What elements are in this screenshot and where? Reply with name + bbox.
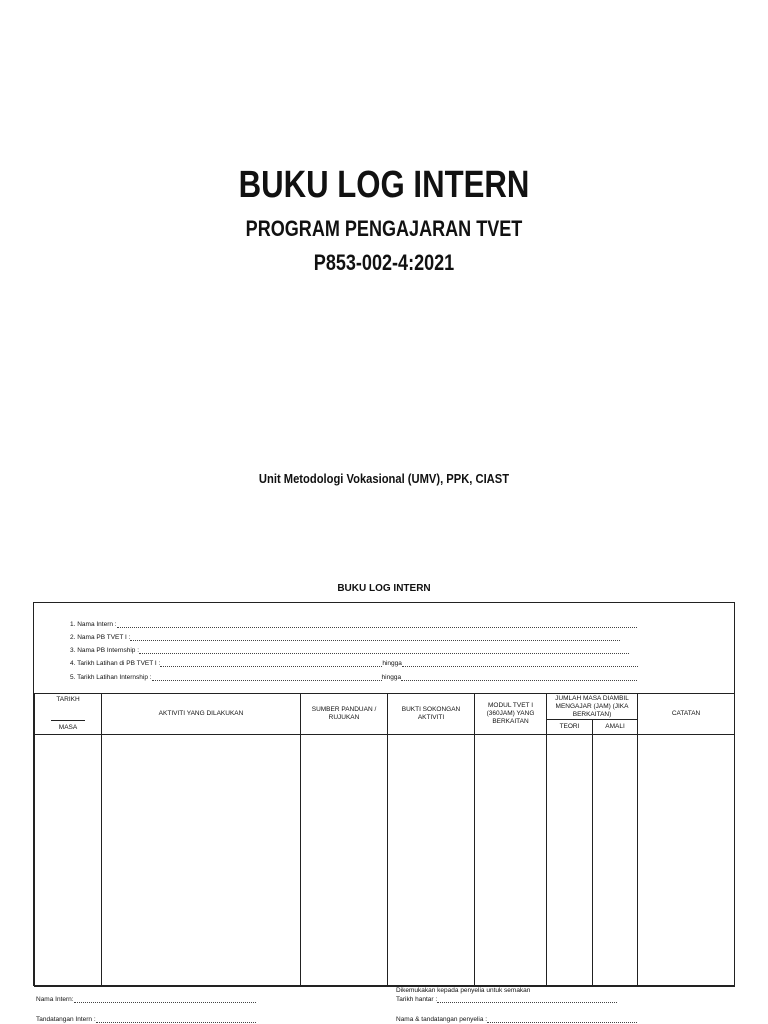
info-label: 2. Nama PB TVET I : [70,634,131,641]
info-field-tarikh-tvet [70,660,638,667]
cell-sumber[interactable] [301,735,388,987]
cell-bukti[interactable] [388,735,475,987]
info-field-pb-tvet [70,634,620,641]
log-table [34,693,735,987]
header-catatan: CATATAN [638,694,735,735]
header-masa: MASA [58,724,78,731]
info-label: 5. Tarikh Latihan Internship : [70,674,152,681]
info-label: 1. Nama Intern : [70,621,117,628]
header-amali: AMALI [593,720,638,735]
footer-tandatangan-intern [36,1016,256,1023]
input-line[interactable] [117,621,637,628]
cell-modul[interactable] [475,735,547,987]
footer-label: Nama & tandatangan penyelia : [396,1016,488,1023]
footer-note: Dikemukakan kepada penyelia untuk semakan [396,987,531,994]
table-row [35,735,735,987]
header-modul: MODUL TVET I (360JAM) YANG BERKAITAN [475,694,547,735]
info-hingga: hingga [382,660,402,667]
cell-tarikh[interactable] [35,735,102,987]
footer-label: Tarikh hantar : [396,996,438,1003]
cover-title: BUKU LOG INTERN [238,164,530,206]
footer-label: Tandatangan Intern : [36,1016,96,1023]
header-teori: TEORI [547,720,593,735]
footer-tarikh-hantar [396,996,617,1003]
header-sumber: SUMBER PANDUAN / RUJUKAN [301,694,388,735]
footer-nama-intern [36,996,256,1003]
info-field-nama-intern [70,621,637,628]
log-heading: BUKU LOG INTERN [337,583,431,594]
header-bukti: BUKTI SOKONGAN AKTIVITI [388,694,475,735]
info-hingga: hingga [381,674,402,681]
info-label: 4. Tarikh Latihan di PB TVET I : [70,660,161,667]
divider [51,720,85,721]
input-line[interactable] [74,996,256,1003]
cell-teori[interactable] [547,735,593,987]
input-line[interactable] [96,1016,256,1023]
header-aktiviti: AKTIVITI YANG DILAKUKAN [102,694,301,735]
log-form-frame [33,602,735,986]
info-field-pb-internship [70,647,629,654]
info-label: 3. Nama PB Internship : [70,647,140,654]
footer-label: Nama Intern: [36,996,74,1003]
input-line[interactable] [152,674,382,681]
cell-catatan[interactable] [638,735,735,987]
header-tarikh-masa [35,694,102,735]
input-line[interactable] [139,647,629,654]
cell-aktiviti[interactable] [102,735,301,987]
input-line[interactable] [402,660,638,667]
footer-nama-penyelia [396,1016,637,1023]
input-line[interactable] [437,996,617,1003]
input-line[interactable] [487,1016,637,1023]
info-field-tarikh-internship [70,674,637,681]
cover-code: P853-002-4:2021 [313,250,455,275]
input-line[interactable] [160,660,382,667]
cover-unit: Unit Metodologi Vokasional (UMV), PPK, CIAST [258,471,510,486]
header-tarikh: TARIKH [56,696,80,703]
input-line[interactable] [401,674,637,681]
cell-amali[interactable] [593,735,638,987]
cover-subtitle: PROGRAM PENGAJARAN TVET [245,216,523,241]
header-jumlah: JUMLAH MASA DIAMBIL MENGAJAR (JAM) (JIKA BERKAITAN) [547,694,638,720]
input-line[interactable] [130,634,620,641]
